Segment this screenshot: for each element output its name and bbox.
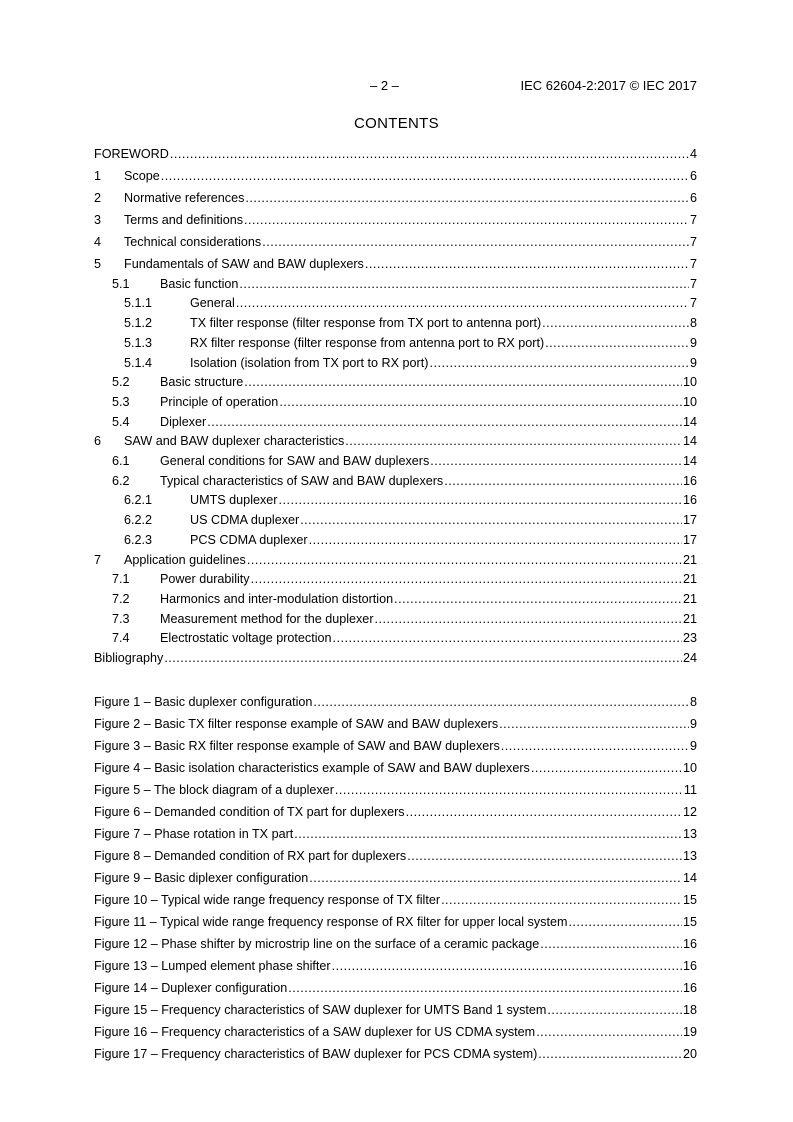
entry-page: 9 [689, 739, 697, 753]
figure-entry[interactable] [94, 782, 697, 798]
entry-title: Measurement method for the duplexer [160, 611, 374, 626]
toc-entry[interactable] [94, 394, 697, 410]
entry-number: 5 [94, 257, 102, 271]
toc-entry[interactable] [94, 492, 697, 508]
entry-page: 20 [682, 1047, 697, 1061]
entry-title: Diplexer [160, 414, 207, 429]
entry-title: Terms and definitions [124, 213, 244, 227]
entry-title: Figure 1 – Basic duplexer configuration [94, 695, 313, 709]
dot-leader [170, 146, 689, 162]
dot-leader [309, 870, 682, 886]
entry-title: Power durability [160, 572, 250, 587]
entry-title: Figure 14 – Duplexer configuration [94, 981, 288, 995]
figure-entry[interactable] [94, 804, 697, 820]
entry-page: 15 [682, 915, 697, 929]
entry-number: 6.2 [112, 473, 130, 488]
entry-number: 6.2.2 [124, 513, 153, 528]
figure-entry[interactable] [94, 980, 697, 996]
entry-title: Figure 2 – Basic TX filter response example of SAW and BAW duplexers [94, 717, 499, 731]
dot-leader [247, 552, 682, 568]
dot-leader [164, 650, 682, 666]
toc-entry[interactable] [94, 473, 697, 489]
standard-reference: IEC 62604-2:2017 © IEC 2017 [520, 78, 697, 93]
toc-entry[interactable] [94, 146, 697, 162]
figure-entry[interactable] [94, 870, 697, 886]
entry-title: Typical characteristics of SAW and BAW duplexers [160, 473, 444, 488]
entry-title: RX filter response (filter response from antenna port to RX port) [190, 335, 545, 350]
entry-title: Figure 3 – Basic RX filter response example of SAW and BAW duplexers [94, 739, 500, 753]
entry-title: Figure 16 – Frequency characteristics of a SAW duplexer for US CDMA system [94, 1025, 536, 1039]
figure-entry[interactable] [94, 1046, 697, 1062]
dot-leader [161, 168, 689, 184]
dot-leader [547, 1002, 682, 1018]
entry-number: 6.2.3 [124, 532, 153, 547]
toc-entry[interactable] [94, 611, 697, 627]
entry-number: 6.1 [112, 454, 130, 468]
figure-entry[interactable] [94, 936, 697, 952]
entry-title: Figure 9 – Basic diplexer configuration [94, 871, 309, 885]
dot-leader [540, 936, 682, 952]
entry-page: 16 [682, 981, 697, 995]
toc-entry[interactable] [94, 295, 697, 311]
dot-leader [345, 433, 682, 449]
toc-entry[interactable] [94, 414, 697, 430]
toc-entry[interactable] [94, 212, 697, 228]
toc-entry[interactable] [94, 552, 697, 568]
entry-number: 7.3 [112, 611, 130, 626]
entry-number: 5.3 [112, 394, 130, 409]
entry-title: Figure 6 – Demanded condition of TX part for duplexers [94, 805, 405, 819]
entry-number: 3 [94, 213, 102, 227]
entry-page: 7 [689, 235, 697, 249]
figure-entry[interactable] [94, 958, 697, 974]
entry-page: 7 [689, 276, 697, 291]
entry-number: 1 [94, 169, 102, 183]
entry-title: Isolation (isolation from TX port to RX port) [190, 355, 429, 370]
entry-page: 13 [682, 849, 697, 863]
dot-leader [538, 1046, 682, 1062]
entry-page: 6 [689, 191, 697, 205]
entry-page: 17 [682, 513, 697, 528]
entry-title: Figure 4 – Basic isolation characteristics example of SAW and BAW duplexers [94, 761, 530, 775]
dot-leader [406, 804, 682, 820]
figure-entry[interactable] [94, 716, 697, 732]
dot-leader [501, 738, 689, 754]
dot-leader [245, 190, 689, 206]
figure-entry[interactable] [94, 826, 697, 842]
entry-title: PCS CDMA duplexer [190, 532, 308, 547]
entry-page: 21 [682, 572, 697, 587]
toc-entry[interactable] [94, 355, 697, 371]
entry-title: Bibliography [94, 651, 164, 665]
entry-page: 9 [689, 335, 697, 350]
dot-leader [313, 694, 689, 710]
entry-page: 16 [682, 937, 697, 951]
entry-page: 10 [682, 375, 697, 390]
entry-number: 7.2 [112, 591, 130, 606]
toc-entry[interactable] [94, 190, 697, 206]
entry-page: 21 [682, 591, 697, 606]
dot-leader [531, 760, 682, 776]
dot-leader [365, 256, 689, 272]
dot-leader [207, 414, 682, 430]
entry-title: Figure 10 – Typical wide range frequency response of TX filter [94, 893, 441, 907]
entry-title: Figure 8 – Demanded condition of RX part for duplexers [94, 849, 407, 863]
figure-entry[interactable] [94, 914, 697, 930]
entry-page: 4 [689, 147, 697, 161]
toc-entry[interactable] [94, 374, 697, 390]
dot-leader [444, 473, 682, 489]
entry-page: 12 [682, 805, 697, 819]
entry-title: Basic function [160, 276, 239, 291]
dot-leader [542, 315, 689, 331]
dot-leader [332, 958, 682, 974]
figure-entry[interactable] [94, 892, 697, 908]
entry-title: Figure 15 – Frequency characteristics of SAW duplexer for UMTS Band 1 system [94, 1003, 547, 1017]
entry-number: 7 [94, 552, 102, 567]
entry-number: 7.1 [112, 572, 130, 587]
entry-title: Technical considerations [124, 235, 262, 249]
page-number: – 2 – [370, 78, 399, 93]
toc-entry[interactable] [94, 512, 697, 528]
dot-leader [309, 532, 682, 548]
entry-page: 21 [682, 552, 697, 567]
entry-title: Figure 11 – Typical wide range frequency response of RX filter for upper local system [94, 915, 568, 929]
entry-title: Figure 17 – Frequency characteristics of BAW duplexer for PCS CDMA system) [94, 1047, 538, 1061]
entry-number: 5.1.3 [124, 335, 153, 350]
dot-leader [239, 276, 689, 292]
toc-entry[interactable] [94, 433, 697, 449]
entry-title: Electrostatic voltage protection [160, 631, 332, 646]
entry-page: 14 [682, 434, 697, 449]
entry-number: 5.1.4 [124, 355, 153, 370]
dot-leader [536, 1024, 682, 1040]
entry-number: 5.2 [112, 375, 130, 390]
entry-page: 16 [682, 959, 697, 973]
entry-title: Basic structure [160, 375, 244, 390]
toc-entry[interactable] [94, 591, 697, 607]
toc-entry[interactable] [94, 335, 697, 351]
entry-title: Normative references [124, 191, 245, 205]
entry-page: 24 [682, 651, 697, 665]
dot-leader [279, 394, 682, 410]
entry-page: 13 [682, 827, 697, 841]
dot-leader [333, 630, 682, 646]
entry-page: 10 [682, 761, 697, 775]
entry-number: 6 [94, 434, 102, 449]
toc-entry[interactable] [94, 315, 697, 331]
entry-title: Figure 5 – The block diagram of a duplexer [94, 783, 334, 797]
entry-page: 19 [682, 1025, 697, 1039]
entry-page: 7 [689, 213, 697, 227]
figure-entry[interactable] [94, 694, 697, 710]
dot-leader [375, 611, 682, 627]
dot-leader [394, 591, 682, 607]
entry-page: 9 [689, 717, 697, 731]
figure-entry[interactable] [94, 1002, 697, 1018]
entry-title: Principle of operation [160, 394, 279, 409]
dot-leader [407, 848, 682, 864]
toc-entry[interactable] [94, 650, 697, 666]
entry-page: 18 [682, 1003, 697, 1017]
entry-page: 17 [682, 532, 697, 547]
entry-page: 7 [689, 257, 697, 271]
dot-leader [430, 453, 682, 469]
entry-title: Figure 13 – Lumped element phase shifter [94, 959, 331, 973]
entry-number: 2 [94, 191, 102, 205]
entry-number: 6.2.1 [124, 493, 153, 508]
entry-title: Figure 12 – Phase shifter by microstrip line on the surface of a ceramic package [94, 937, 540, 951]
entry-title: Figure 7 – Phase rotation in TX part [94, 827, 294, 841]
entry-page: 21 [682, 611, 697, 626]
entry-page: 11 [683, 783, 697, 797]
toc-entry[interactable] [94, 168, 697, 184]
toc-entry[interactable] [94, 630, 697, 646]
entry-page: 6 [689, 169, 697, 183]
entry-number: 5.1.1 [124, 296, 153, 311]
toc-entry[interactable] [94, 256, 697, 272]
entry-page: 8 [689, 316, 697, 331]
entry-page: 8 [689, 695, 697, 709]
dot-leader [545, 335, 689, 351]
entry-title: Application guidelines [124, 552, 246, 567]
entry-title: Scope [124, 169, 160, 183]
dot-leader [279, 492, 682, 508]
entry-number: 5.4 [112, 414, 130, 429]
entry-title: FOREWORD [94, 147, 169, 161]
entry-page: 10 [682, 394, 697, 409]
dot-leader [244, 374, 682, 390]
figure-entry[interactable] [94, 848, 697, 864]
entry-page: 7 [689, 296, 697, 311]
entry-title: TX filter response (filter response from TX port to antenna port) [190, 316, 542, 331]
dot-leader [262, 234, 689, 250]
entry-number: 5.1 [112, 276, 130, 291]
entry-page: 15 [682, 893, 697, 907]
contents-title: CONTENTS [354, 115, 439, 132]
entry-title: US CDMA duplexer [190, 513, 300, 528]
dot-leader [568, 914, 682, 930]
entry-number: 5.1.2 [124, 316, 153, 331]
entry-title: Harmonics and inter-modulation distortion [160, 591, 394, 606]
toc-entry[interactable] [94, 532, 697, 548]
entry-number: 7.4 [112, 631, 130, 646]
dot-leader [335, 782, 683, 798]
entry-title: Fundamentals of SAW and BAW duplexers [124, 257, 364, 271]
entry-title: General [190, 296, 235, 311]
figure-entry[interactable] [94, 1024, 697, 1040]
dot-leader [294, 826, 682, 842]
dot-leader [300, 512, 682, 528]
entry-page: 23 [682, 631, 697, 646]
toc-entry[interactable] [94, 453, 697, 469]
dot-leader [251, 571, 682, 587]
toc-entry[interactable] [94, 276, 697, 292]
entry-page: 14 [682, 414, 697, 429]
entry-title: SAW and BAW duplexer characteristics [124, 434, 345, 449]
toc-entry[interactable] [94, 234, 697, 250]
dot-leader [499, 716, 689, 732]
figure-entry[interactable] [94, 738, 697, 754]
entry-page: 16 [682, 493, 697, 508]
entry-title: UMTS duplexer [190, 493, 278, 508]
dot-leader [244, 212, 689, 228]
entry-page: 16 [682, 473, 697, 488]
entry-page: 14 [682, 454, 697, 468]
figure-entry[interactable] [94, 760, 697, 776]
entry-page: 14 [682, 871, 697, 885]
entry-title: General conditions for SAW and BAW duplexers [160, 454, 430, 468]
dot-leader [441, 892, 682, 908]
entry-number: 4 [94, 235, 102, 249]
dot-leader [288, 980, 682, 996]
dot-leader [236, 295, 689, 311]
dot-leader [429, 355, 689, 371]
toc-entry[interactable] [94, 571, 697, 587]
entry-page: 9 [689, 355, 697, 370]
